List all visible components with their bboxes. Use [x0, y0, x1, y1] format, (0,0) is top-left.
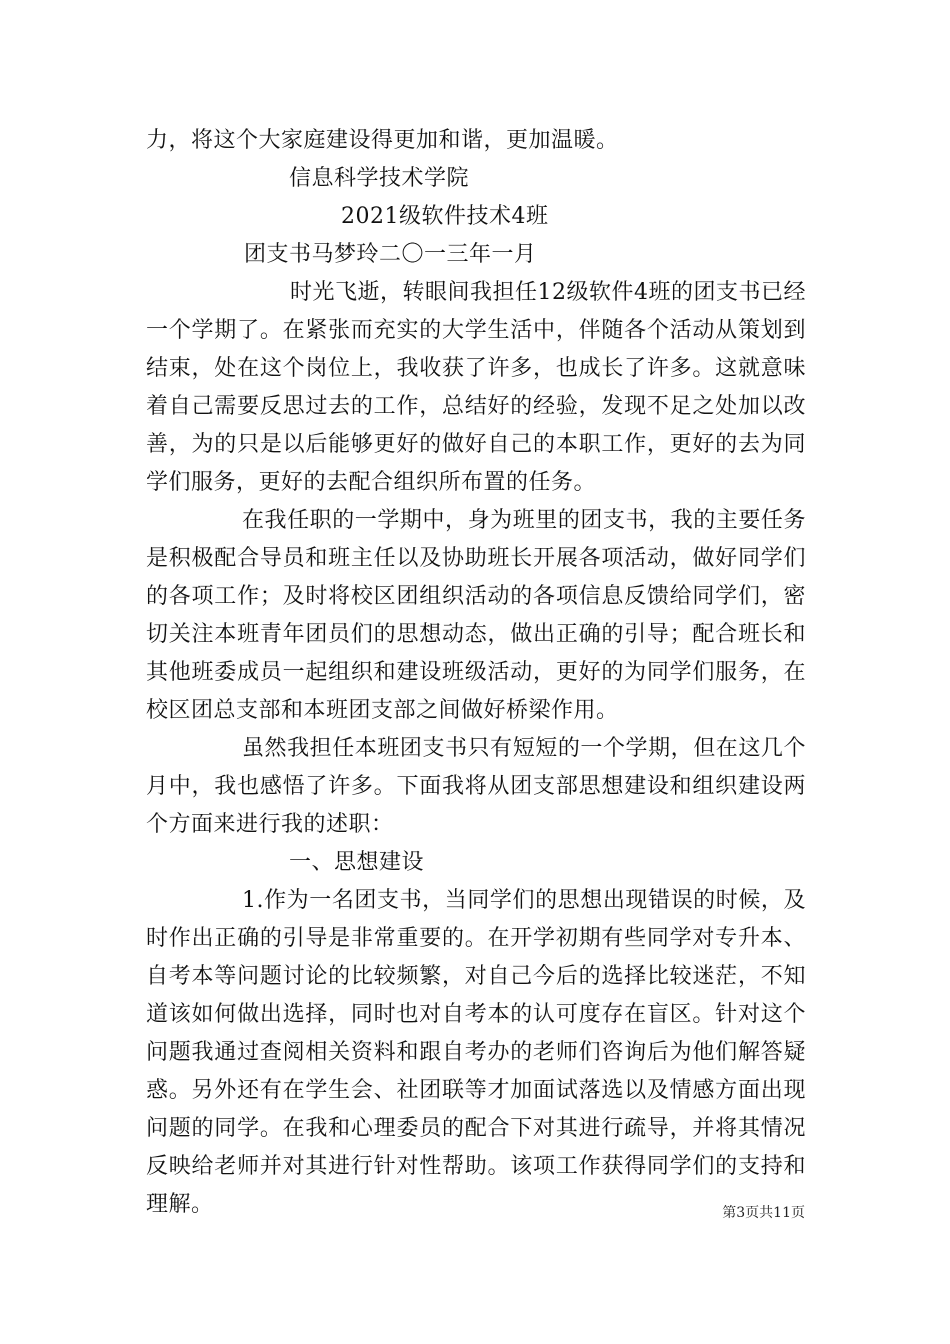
- section-paragraph: 1.作为一名团支书，当同学们的思想出现错误的时候，及时作出正确的引导是非常重要的。在开学初期有些同学对专升本、自考本等问题讨论的比较频繁，对自己今后的选择比较迷茫，不知道该如何做出选择，同时也对自考本的认可度存在盲区。针对这个问题我通过查阅相关资料和跟自考办的老师们咨询后为他们解答疑惑。另外还有在学生会、社团联等才加面试落选以及情感方面出现问题的同学。在我和心理委员的配合下对其进行疏导，并将其情况反映给老师并对其进行针对性帮助。该项工作获得同学们的支持和理解。: [146, 888, 806, 1217]
- section-heading: 一、思想建设: [289, 850, 425, 875]
- paragraph-intro: 时光飞逝，转眼间我担任12级软件4班的团支书已经一个学期了。在紧张而充实的大学生活中，伴随各个活动从策划到结束，处在这个岗位上，我收获了许多，也成长了许多。这就意味着自己需要反思过去的工作，总结好的经验，发现不足之处加以改善，为的只是以后能够更好的做好自己的本职工作，更好的去为同学们服务，更好的去配合组织所布置的任务。: [146, 280, 806, 495]
- paragraph-reflection: 虽然我担任本班团支书只有短短的一个学期，但在这几个月中，我也感悟了许多。下面我将从团支部思想建设和组织建设两个方面来进行我的述职：: [146, 736, 806, 837]
- signature-author-date: 团支书马梦玲二〇一三年一月: [244, 242, 537, 267]
- paragraph-duties: 在我任职的一学期中，身为班里的团支书，我的主要任务是积极配合导员和班主任以及协助班长开展各项活动，做好同学们的各项工作；及时将校区团组织活动的各项信息反馈给同学们，密切关注本班青年团员们的思想动态，做出正确的引导；配合班长和其他班委成员一起组织和建设班级活动，更好的为同学们服务，在校区团总支部和本班团支部之间做好桥梁作用。: [146, 508, 806, 723]
- signature-school: 信息科学技术学院: [289, 166, 470, 191]
- signature-class: 2021级软件技术4班: [341, 204, 549, 229]
- page-number: 第3页共11页: [722, 1205, 805, 1221]
- opening-line: 力，将这个大家庭建设得更加和谐，更加温暖。: [146, 128, 619, 153]
- document-body: [146, 122, 806, 1224]
